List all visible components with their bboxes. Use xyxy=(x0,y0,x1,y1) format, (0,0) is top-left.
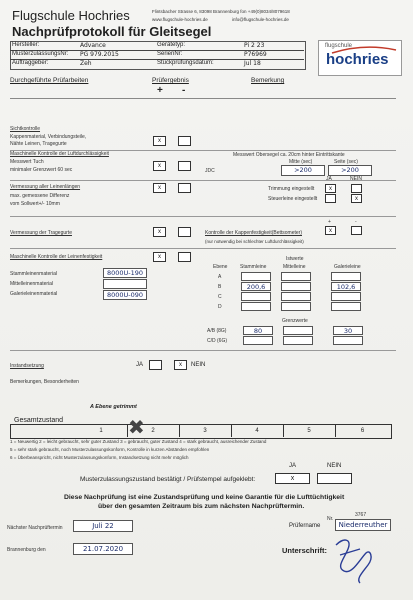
nr-label: Nr. xyxy=(327,516,334,522)
row-d-stamm[interactable] xyxy=(241,302,271,311)
galerie-col-label: Galerieleine xyxy=(334,264,361,270)
bemerkungen-label: Bemerkungen, Besonderheiten xyxy=(10,379,79,385)
musterzulassung-value: PG 979.2015 xyxy=(80,51,119,58)
zustand-legend-1: 1 = Neuwertig 2 = leicht gebraucht, sehr guter Zustand 3 = gebraucht, guter Zustand 4 = stark gebraucht, ausreichender Zustand xyxy=(10,439,267,444)
row-c-mittel[interactable] xyxy=(281,292,311,301)
logo-text: hochries xyxy=(326,51,389,68)
row-a-stamm[interactable] xyxy=(241,272,271,281)
muster-ja-checkbox[interactable]: x xyxy=(275,473,310,484)
geraetetyp-label: Gerätetyp: xyxy=(157,42,186,48)
kappe-minus-label: - xyxy=(355,219,357,225)
muster-nein-label: NEIN xyxy=(327,463,342,469)
zustand-cell-1[interactable]: 1 xyxy=(75,425,128,437)
col-ergebnis: Prüfergebnis xyxy=(152,77,189,84)
row-c-label: C xyxy=(218,294,222,300)
instand-ja-checkbox[interactable] xyxy=(149,360,162,370)
row-a-label: A xyxy=(218,274,222,280)
zustand-cell-6[interactable]: 6 xyxy=(360,428,365,434)
zustand-cell-2[interactable]: 2 xyxy=(127,425,180,437)
geraetetyp-value: Pi 2 23 xyxy=(244,42,265,49)
row-b-label: B xyxy=(218,284,222,290)
stamm-material-label: Stammleinenmaterial xyxy=(10,271,57,277)
instand-ja-label: JA xyxy=(136,362,144,368)
luft-plus-checkbox[interactable]: x xyxy=(153,161,166,171)
leinen-ja-label: JA xyxy=(326,176,332,182)
row-d-galerie[interactable] xyxy=(331,302,361,311)
trage-plus-checkbox[interactable]: x xyxy=(153,227,166,237)
col-minus: - xyxy=(182,85,186,96)
sicht-minus-checkbox[interactable] xyxy=(178,136,191,146)
grenzwerte-label: Grenzwerte xyxy=(282,318,308,324)
zustand-selected-mark: ✖ xyxy=(128,417,145,439)
col-pruefarbeiten: Durchgeführte Prüfarbeiten xyxy=(10,77,89,84)
trimm-ja-checkbox[interactable]: x xyxy=(325,184,336,193)
muster-nein-checkbox[interactable] xyxy=(317,473,352,484)
kappe-minus-checkbox[interactable] xyxy=(351,226,362,235)
leinenfest-minus-checkbox[interactable] xyxy=(178,252,191,262)
school-email: info@flugschule-hochries.de xyxy=(232,17,289,22)
leinenfest-title: Maschinelle Kontrolle der Leinenfestigkeit xyxy=(10,254,103,260)
leinenfest-plus-checkbox[interactable]: x xyxy=(153,252,166,262)
row-c-stamm[interactable] xyxy=(241,292,271,301)
zustand-label: Gesamtzustand xyxy=(14,417,64,424)
mittel-material-label: Mittelleinenmaterial xyxy=(10,281,54,287)
musterzulassung-label: MusterzulassungsNr: xyxy=(12,51,69,57)
galerie-material-value[interactable]: 8000U-090 xyxy=(103,290,147,300)
luft-jdc-label: JDC xyxy=(205,168,215,174)
instand-nein-checkbox[interactable]: x xyxy=(174,360,187,370)
school-address: Flintsbacher Strasse 6, 83098 Brannenburg fon +49(0)8034/8079618 xyxy=(152,9,290,14)
trage-title: Vermessung der Tragegurte xyxy=(10,230,72,236)
zustand-legend-3: 6 = Überbeanspricht, nicht Musterzulassungskonform, Instandsetzung nicht mehr möglich xyxy=(10,455,189,460)
stamm-col-label: Stammleine xyxy=(240,264,267,270)
trimm-nein-checkbox[interactable] xyxy=(351,184,362,193)
luft-mitte-value[interactable]: >200 xyxy=(281,165,325,176)
stueckpruefung-label: Stückprüfungsdatum: xyxy=(157,60,214,66)
steuer-ja-checkbox[interactable] xyxy=(325,194,336,203)
leinen-line1: max. gemessene Differenz xyxy=(10,193,70,199)
row-c-galerie[interactable] xyxy=(331,292,361,301)
naechster-label: Nächster Nachprüftermin xyxy=(7,525,63,531)
steuer-nein-checkbox[interactable]: x xyxy=(351,194,362,203)
row-a-galerie[interactable] xyxy=(331,272,361,281)
ebene-label: Ebene xyxy=(213,264,228,270)
mittel-material-value[interactable] xyxy=(103,279,147,289)
zustand-cell-4[interactable]: 4 xyxy=(231,425,284,437)
ab-label: A/B (8G) xyxy=(207,328,227,334)
pruefername-value[interactable]: Niederreuther xyxy=(335,519,391,531)
kappe-plus-label: + xyxy=(328,219,331,225)
luft-mitte-label: Mitte (sec) xyxy=(289,159,313,165)
istwerte-label: Istwerte xyxy=(286,256,304,262)
leinen-minus-checkbox[interactable] xyxy=(178,183,191,193)
zustand-legend-2: 5 = sehr stark gebraucht, noch Musterzulassungskonform, Kontrolle in kurzen Abständen empfohlen xyxy=(10,447,210,452)
luft-seite-value[interactable]: >200 xyxy=(328,165,372,176)
zustand-cell-5[interactable]: 5 xyxy=(283,425,336,437)
col-bemerkung: Bemerkung xyxy=(251,77,285,84)
muster-ja-label: JA xyxy=(289,463,297,469)
brannenburg-label: Brannenburg den xyxy=(7,547,46,553)
school-web: www.flugschule-hochries.de xyxy=(152,17,208,22)
signature-icon xyxy=(330,535,378,585)
page-title: Nachprüfprotokoll für Gleitsegel xyxy=(12,24,212,39)
row-d-mittel[interactable] xyxy=(281,302,311,311)
ab-stamm[interactable]: 80 xyxy=(243,326,273,335)
leinen-nein-label: NEIN xyxy=(350,176,362,182)
trage-minus-checkbox[interactable] xyxy=(178,227,191,237)
logo-swoosh-icon xyxy=(330,45,398,55)
trimm-label: Trimmung eingestellt xyxy=(268,186,315,192)
auftraggeber-value: Zeh xyxy=(80,60,92,67)
row-b-mittel[interactable] xyxy=(281,282,311,291)
sicht-plus-checkbox[interactable]: x xyxy=(153,136,166,146)
pruefername-label: Prüfername xyxy=(289,523,321,529)
leinen-plus-checkbox[interactable]: x xyxy=(153,183,166,193)
zustand-cell-3[interactable]: 3 xyxy=(179,425,232,437)
disclaimer-line-1: Diese Nachprüfung ist eine Zustandsprüfung und keine Garantie für die Lufttüchtigkeit xyxy=(64,494,345,501)
instand-nein-label: NEIN xyxy=(191,362,206,368)
row-d-label: D xyxy=(218,304,222,310)
bemerkung-text: A Ebene getrimmt xyxy=(90,404,137,410)
luft-line2: minimaler Grenzwert 60 sec xyxy=(10,167,73,173)
luft-minus-checkbox[interactable] xyxy=(178,161,191,171)
seriennr-value: P76969 xyxy=(244,51,267,58)
sicht-line1: Kappenmaterial, Verbindungsteile, xyxy=(10,134,87,140)
school-name: Flugschule Hochries xyxy=(12,8,130,23)
unterschrift-label: Unterschrift: xyxy=(282,546,328,555)
cd-galerie[interactable] xyxy=(333,336,363,345)
kappe-title: Kontrolle der Kappenfestigkeit(Bettsometer) xyxy=(205,230,302,236)
luft-seite-label: Seite (sec) xyxy=(334,159,358,165)
mittel-col-label: Mittelleine xyxy=(283,264,306,270)
naechster-value[interactable]: Juli 22 xyxy=(73,520,133,532)
hersteller-value: Advance xyxy=(80,42,106,49)
muster-label: Musterzulassungszustand bestätigt / Prüfstempel aufgeklebt: xyxy=(80,476,256,483)
luft-line1: Messwert Tuch xyxy=(10,159,44,165)
steuer-label: Steuerleine eingestellt xyxy=(268,196,318,202)
col-plus: + xyxy=(157,85,163,96)
logo-small-text: flugschule xyxy=(325,43,353,49)
auftraggeber-label: Auftraggeber: xyxy=(12,60,49,66)
instand-title: Instandsetzung xyxy=(10,363,44,369)
kappe-note: (nur notwendig bei schlechter Luftdurchlässigkeit) xyxy=(205,239,304,244)
cd-stamm[interactable] xyxy=(243,336,273,345)
seriennr-label: SerienNr: xyxy=(157,51,183,57)
cd-label: C/D (6G) xyxy=(207,338,227,344)
disclaimer-line-2: über den gesamten Zeitraum bis zum nächsten Nachprüftermin. xyxy=(98,503,305,510)
stamm-material-value[interactable]: 8000U-190 xyxy=(103,268,147,278)
leinen-line2: vom Sollwert+/- 10mm xyxy=(10,201,60,207)
luft-measure-title: Messwert Obersegel ca. 20cm hinter Eintrittskante xyxy=(233,152,345,158)
date-value[interactable]: 21.07.2020 xyxy=(73,543,133,555)
leinen-title: Vermessung aller Leinenlängen xyxy=(10,184,81,190)
row-a-mittel[interactable] xyxy=(281,272,311,281)
ab-mittel[interactable] xyxy=(283,326,313,335)
stueckpruefung-value: Jul 18 xyxy=(244,60,261,67)
ab-galerie[interactable]: 30 xyxy=(333,326,363,335)
luft-title: Maschinelle Kontrolle der Luftdurchlässigkeit xyxy=(10,151,109,157)
sicht-line2: Nähte Leinen, Tragegurte xyxy=(10,141,67,147)
kappe-plus-checkbox[interactable]: x xyxy=(325,226,336,235)
sicht-title: Sichtkontrolle xyxy=(10,126,41,132)
row-b-galerie[interactable]: 102,6 xyxy=(331,282,361,291)
nr-value: 3767 xyxy=(355,512,367,518)
hersteller-label: Hersteller: xyxy=(12,42,40,48)
galerie-material-label: Galerieleinenmaterial xyxy=(10,291,58,297)
row-b-stamm[interactable]: 200,6 xyxy=(241,282,271,291)
cd-mittel[interactable] xyxy=(283,336,313,345)
